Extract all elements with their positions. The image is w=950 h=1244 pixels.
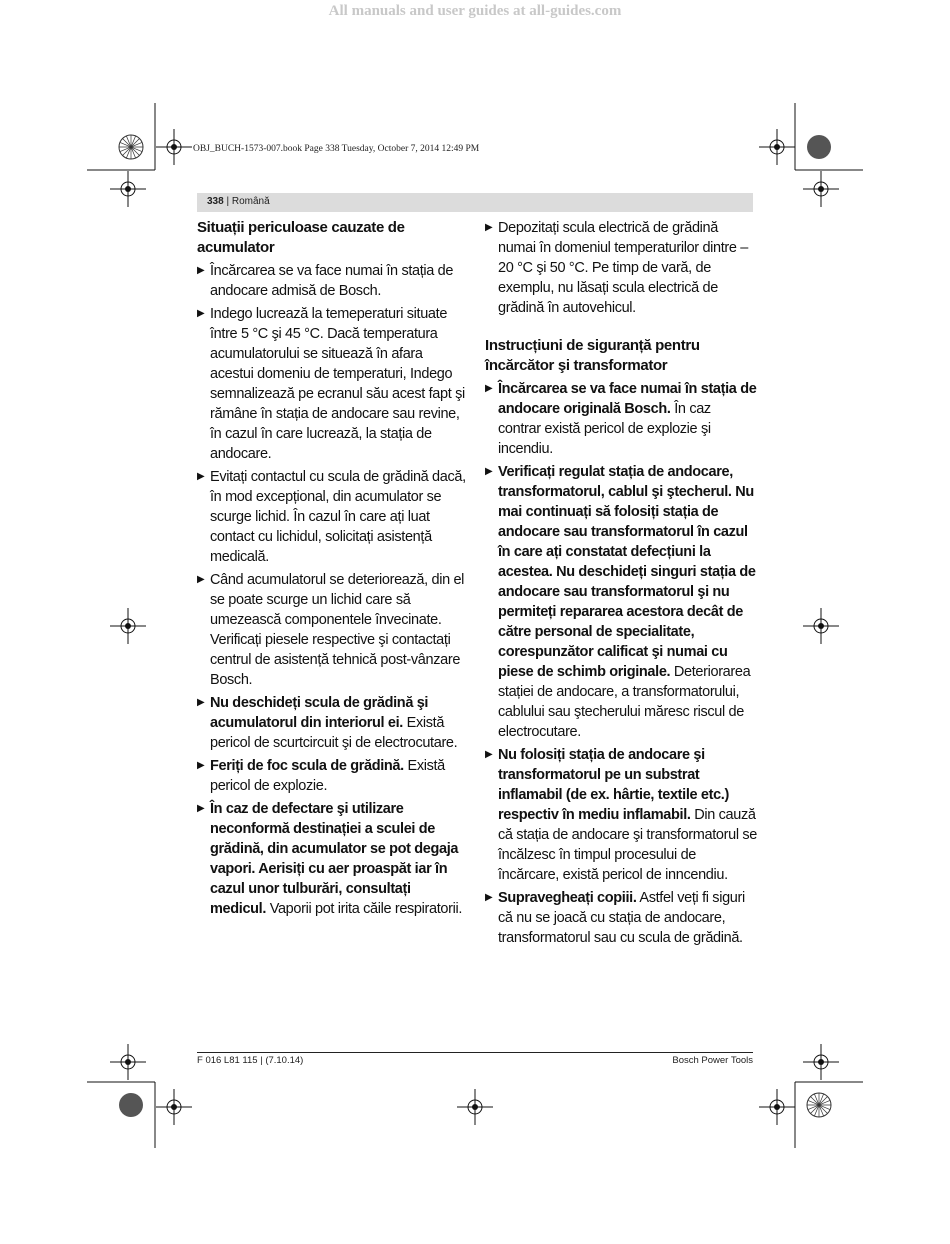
item-text: Există pericol de explozie. [210, 758, 445, 794]
bullet-icon: ▶ [485, 383, 493, 394]
item-bold: Nu deschideți scula de grădină şi acumulatorul din interiorul ei. [210, 695, 429, 731]
item-text: În caz contrar există pericol de explozie şi incendiu. [498, 401, 711, 457]
bullet-icon: ▶ [485, 466, 493, 477]
list-item [485, 218, 757, 318]
list-item [197, 304, 469, 464]
header-separator: | [223, 196, 232, 207]
list-item [197, 693, 469, 753]
item-text: Depozitați scula electrică de grădină numai în domeniul temperaturilor dintre – 20 °C şi 50 °C. Pe timp de vară, de exemplu, nu lăsați scula electrică de grădină în autovehicul. [498, 220, 749, 316]
bullet-icon: ▶ [197, 760, 205, 771]
left-column [197, 218, 469, 919]
item-text: Deteriorarea stației de andocare, a transformatorului, cablului sau ştecherului măresc riscul de electrocutare. [498, 664, 751, 740]
list-item [485, 379, 757, 459]
item-bold: Verificați regulat stația de andocare, transformatorul, cablul şi ştecherul. Nu mai continuați să folosiți stația de andocare sau transformatorul în cazul în care ați constatat defecțiuni la acestea. Nu deschideți singuri stația de andocare sau transformatorul şi nu permiteți repararea acestora decât de către personal de specialitate, corespunzător calificat şi numai cu piese de schimb originale. [498, 464, 756, 680]
header-language: Română [231, 196, 270, 207]
item-text: Vaporii pot irita căile respiratorii. [269, 901, 462, 917]
list-item [197, 467, 469, 567]
bullet-icon: ▶ [197, 697, 205, 708]
list-item [485, 745, 757, 885]
item-bold: Nu folosiți stația de andocare şi transformatorul pe un substrat inflamabil (de ex. hârtie, textile etc.) respectiv în mediu inflamabil. [498, 747, 729, 823]
item-bold: Feriți de foc scula de grădină. [210, 758, 404, 774]
page-number: 338 [207, 196, 224, 207]
list-item [197, 799, 469, 919]
bullet-icon: ▶ [197, 471, 205, 482]
bullet-icon: ▶ [197, 803, 205, 814]
bullet-icon: ▶ [485, 892, 493, 903]
watermark: All manuals and user guides at all-guides.com [328, 3, 622, 19]
item-text: Există pericol de scurtcircuit şi de electrocutare. [210, 715, 458, 751]
page-header [197, 193, 753, 212]
bullet-icon: ▶ [485, 749, 493, 760]
bullet-icon: ▶ [197, 574, 205, 585]
section-title-battery: Situații periculoase cauzate de acumulator [197, 219, 405, 256]
item-text: Indego lucrează la temeperaturi situate între 5 °C şi 45 °C. Dacă temperatura acumulatorului se situează în afara acestui domeniu de temperaturi, Indego semnalizează pe ecranul său acest fapt şi rămâne în stația de andocare sau revine, în cazul în care lucrează, la stația de andocare. [210, 306, 465, 462]
list-item [197, 570, 469, 690]
item-text: Evitați contactul cu scula de grădină dacă, în mod excepțional, din acumulator se scurge lichid. În cazul în care ați luat contact cu lichidul, solicitați asistență medicală. [210, 469, 466, 565]
right-column [485, 218, 757, 948]
item-bold: În caz de defectare şi utilizare neconformă destinației a sculei de grădină, din acumulator se pot degaja vapori. Aerisiți cu aer proaspăt iar în cazul unor tulburări, consultați medicul. [210, 801, 459, 917]
footer-brand: Bosch Power Tools [672, 1055, 753, 1066]
list-item [197, 756, 469, 796]
item-text: Astfel veți fi siguri că nu se joacă cu stația de andocare, transformatorul sau cu scula de grădină. [498, 890, 745, 946]
footer-doc-number: F 016 L81 115 | (7.10.14) [197, 1055, 304, 1066]
bullet-icon: ▶ [197, 308, 205, 319]
footer-rule [197, 1052, 753, 1053]
bullet-icon: ▶ [197, 265, 205, 276]
section-title-charger: Instrucțiuni de siguranță pentru încărcător şi transformator [485, 337, 700, 374]
item-text: Din cauză că stația de andocare şi transformatorul se încălzesc în timpul procesului de încărcare, există pericol de inncendiu. [498, 807, 757, 883]
item-text: Încărcarea se va face numai în stația de andocare admisă de Bosch. [210, 263, 454, 299]
bullet-icon: ▶ [485, 222, 493, 233]
list-item [485, 888, 757, 948]
item-bold: Încărcarea se va face numai în stația de andocare originală Bosch. [498, 381, 757, 417]
item-bold: Supravegheați copiii. [498, 890, 637, 906]
list-item [485, 462, 757, 742]
file-info: OBJ_BUCH-1573-007.book Page 338 Tuesday, October 7, 2014 12:49 PM [193, 144, 480, 154]
item-text: Când acumulatorul se deteriorează, din el se poate scurge un lichid care să umezească componentele învecinate. Verificați piesele respective şi contactați centrul de asistență tehnică post-vânzare Bosch. [210, 572, 465, 688]
list-item [197, 261, 469, 301]
